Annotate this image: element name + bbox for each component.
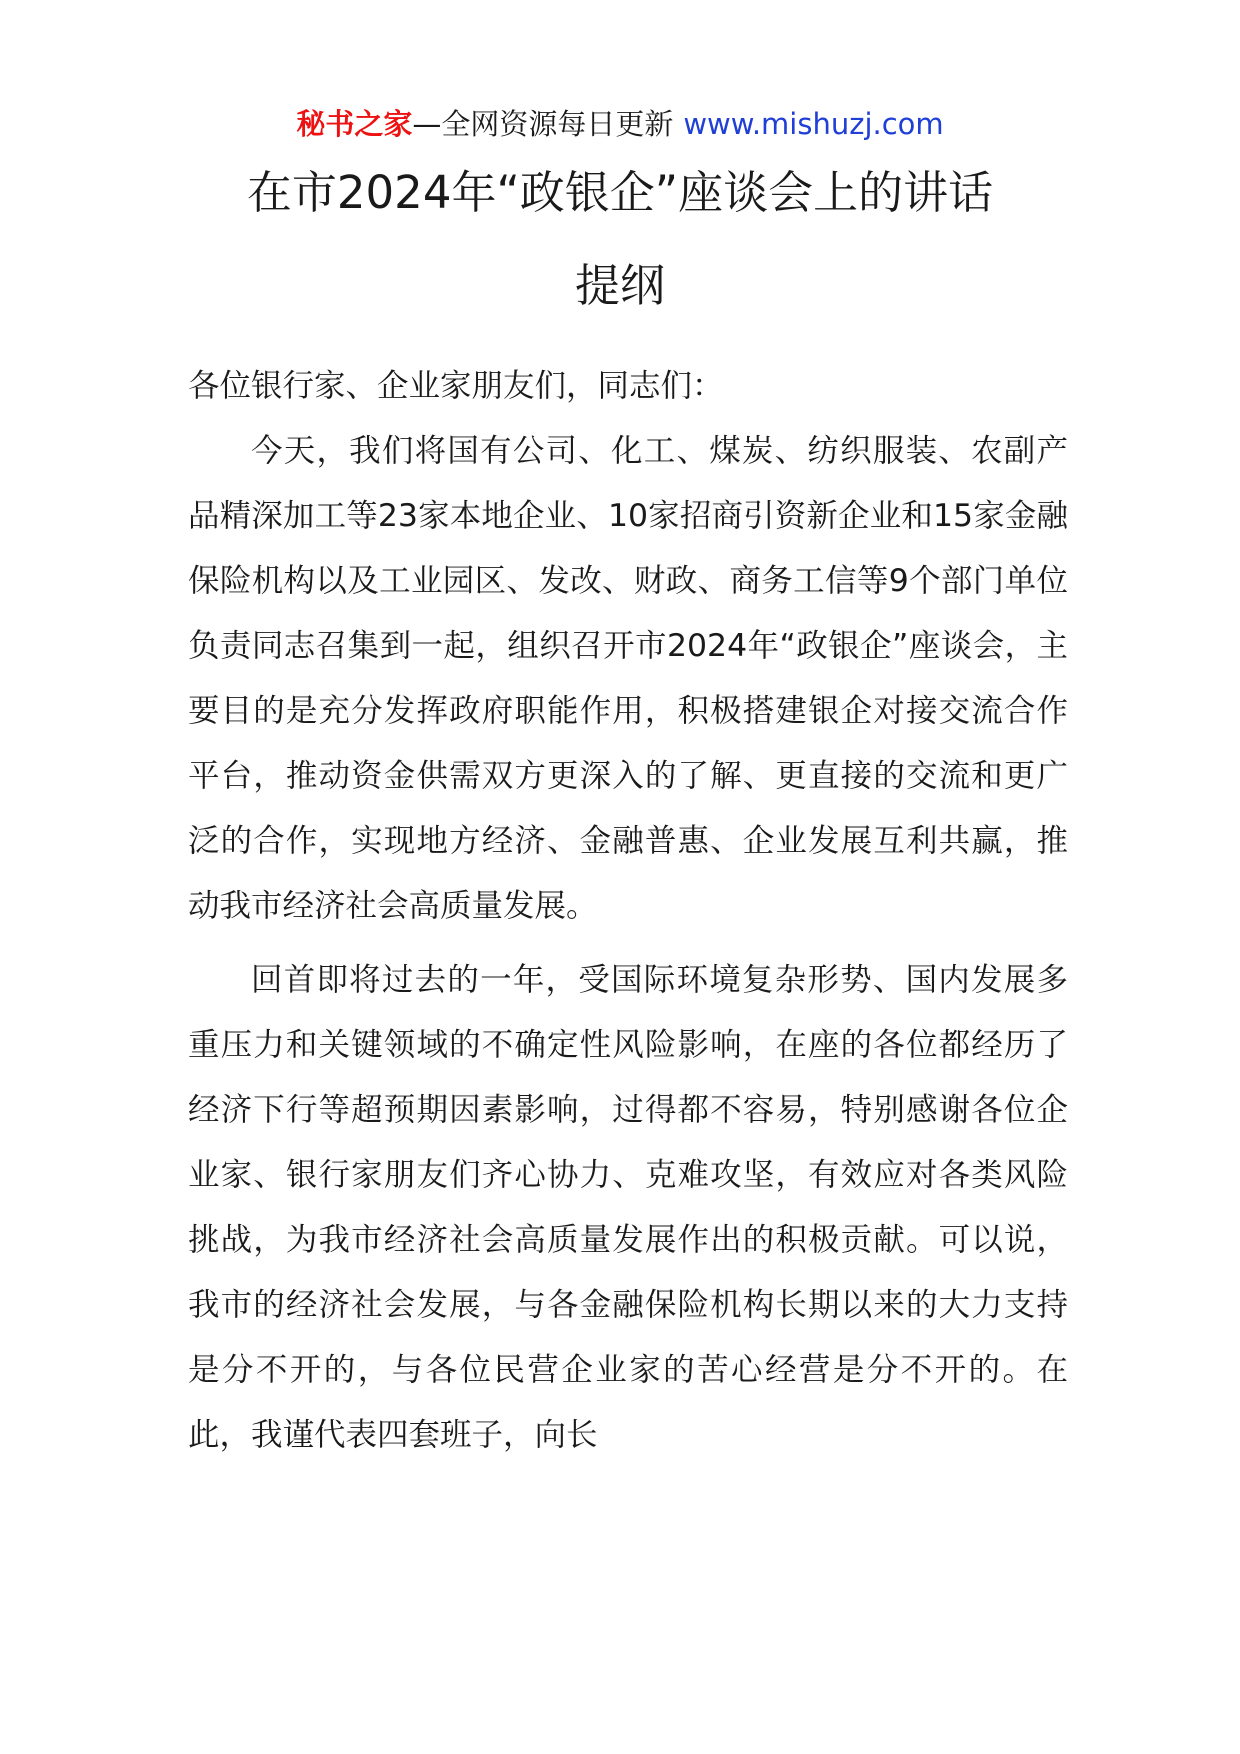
site-brand: 秘书之家 xyxy=(296,107,413,141)
document-body xyxy=(188,354,1068,1468)
document-title-line2: 提纲 xyxy=(574,259,665,312)
paragraph-1: 今天，我们将国有公司、化工、煤炭、纺织服装、农副产品精深加工等23家本地企业、10家招商引资新企业和15家金融保险机构以及工业园区、发改、财政、商务工信等9个部门单位负责同志召集到一起，组织召开市2024年“政银企”座谈会，主要目的是充分发挥政府职能作用，积极搭建银企对接交流合作平台，推动资金供需双方更深入的了解、更直接的交流和更广泛的合作，实现地方经济、金融普惠、企业发展互利共赢，推动我市经济社会高质量发展。 xyxy=(188,433,1068,924)
site-url-link[interactable]: www.mishuzj.com xyxy=(683,107,944,141)
greeting: 各位银行家、企业家朋友们，同志们： xyxy=(188,368,724,404)
site-tagline: —全网资源每日更新 xyxy=(412,107,674,141)
paragraph-2: 回首即将过去的一年，受国际环境复杂形势、国内发展多重压力和关键领域的不确定性风险影响，在座的各位都经历了经济下行等超预期因素影响，过得都不容易，特别感谢各位企业家、银行家朋友们齐心协力、克难攻坚，有效应对各类风险挑战，为我市经济社会高质量发展作出的积极贡献。可以说，我市的经济社会发展，与各金融保险机构长期以来的大力支持是分不开的，与各位民营企业家的苦心经营是分不开的。在此，我谨代表四套班子，向长 xyxy=(188,962,1068,1453)
document-title-line1: 在市2024年“政银企”座谈会上的讲话 xyxy=(246,166,994,219)
site-header xyxy=(0,104,1240,144)
